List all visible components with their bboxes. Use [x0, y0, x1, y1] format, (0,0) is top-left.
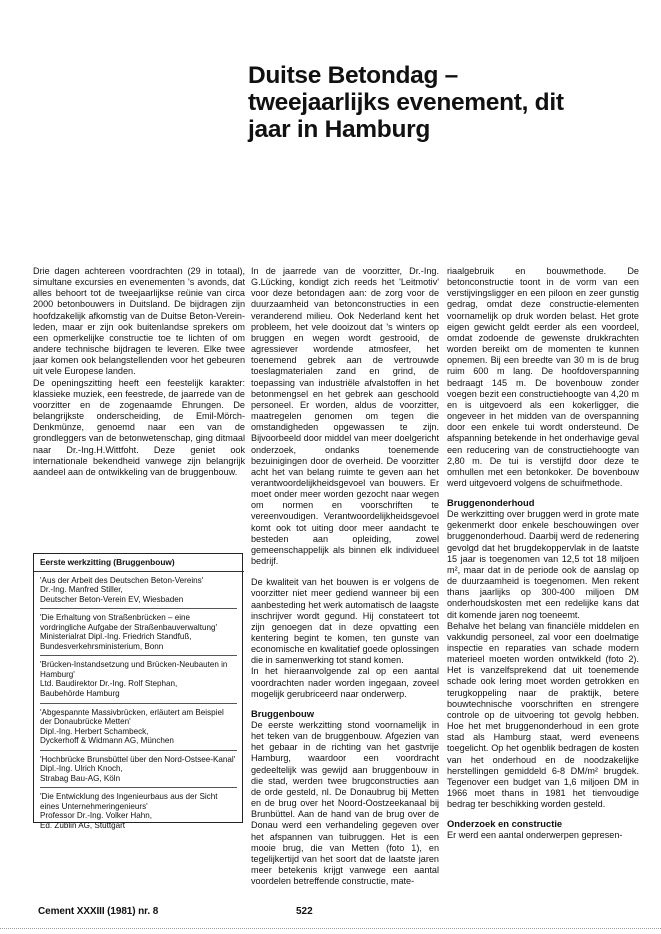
- box-entry: [40, 792, 237, 830]
- box-entries: [40, 576, 237, 831]
- speaker-line: Professor Dr.-Ing. Volker Hahn,: [40, 811, 153, 821]
- paragraph: De kwaliteit van het bouwen is er volgens de voorzitter niet meer gediend wanneer bij een aanbesteding het werk automatisch de laagste inschrijver wordt gegund. Hij constateert tot zijn genoegen dat in deze opvatting een kentering begint te komen, ten gunste van economische en kwalitatief goede oplossingen die in samenwerking tot stand komen. In het hieraanvolgende zal op een aantal voordrachten nader worden ingegaan, zoveel mogelijk gerubriceerd naar onderwerp.: [251, 577, 439, 699]
- speaker-line: Dr.-Ing. Manfred Stiller,: [40, 585, 123, 595]
- speaker-line: Deutscher Beton-Verein EV, Wiesbaden: [40, 594, 184, 604]
- bottom-rule: [0, 928, 661, 929]
- box-entry: [40, 613, 237, 651]
- speaker-line: Ed. Züblin AG, Stuttgart: [40, 821, 126, 831]
- session-info-box: [33, 553, 243, 831]
- section-heading: Bruggenbouw: [251, 707, 315, 719]
- title-line: jaar in Hamburg: [248, 116, 431, 143]
- speaker-line: Ltd. Baudirektor Dr.-Ing. Rolf Stephan,: [40, 679, 178, 689]
- entry-divider: [40, 787, 237, 788]
- box-entry: [40, 576, 237, 605]
- page-number: 522: [296, 906, 313, 917]
- title-line: tweejaarlijks evenement, dit: [248, 89, 564, 116]
- paragraph: De openingszitting heeft een feestelijk karakter: klassieke muziek, een feestrede, de jaarrede van de voorzitter en de zogenaamde Ehrungen. De belangrijkste onderscheiding, de Emil-Mörch-Denkmünze, genoemd naar een van de grondleggers van de betonwetenschap, ging ditmaal naar Dr.-Ing.H.Wittfoht. Deze geniet ook internationale bekendheid vanwege zijn belangrijk aandeel aan de ontwikkeling van de bruggenbouw.: [33, 377, 245, 477]
- lecture-title: 'Brücken-Instandsetzung und Brücken-Neubauten in Hamburg': [40, 660, 228, 679]
- lecture-title: 'Hochbrücke Brunsbüttel über den Nord-Ostsee-Kanal': [40, 754, 236, 764]
- paragraph: In de jaarrede van de voorzitter, Dr.-Ing. G.Lücking, kondigt zich reeds het 'Leitmotiv' voor deze betondagen aan: de zorg voor de duurzaamheid van betonconstructies in een veranderend milieu. Ook Nederland kent het probleem, het vele dooizout dat 's winters op bruggen en wegen wordt gestrooid, de agressiever wordende atmosfeer, het toenemend gebrek aan de vertrouwde toeslagmaterialen zand en grind, de toepassing van industriële afvalstoffen in het betonmengsel en het gebrek aan geschoold personeel. Er worden, aldus de voorzitter, maatregelen genomen om tegen die omstandigheden opgewassen te zijn. Bijvoorbeeld door middel van meer doelgericht onderzoek, ondanks toenemende bezuinigingen door de overheid. De voorzitter acht het van belang ruimte te geven aan het verantwoordelijkheidsgevoel van bouwers. Er moet onder meer worden gezocht naar wegen om normen en voorschriften te vereenvoudigen. Verantwoordelijkheidsgevoel komt ook tot uiting door meer aandacht te besteden aan opleiding, zowel gemeenschappelijk als binnen elk individueel bedrijf.: [251, 266, 439, 567]
- column-1: [33, 266, 245, 478]
- section-heading: Onderzoek en constructie: [447, 818, 563, 830]
- speaker-line: Strabag Bau-AG, Köln: [40, 773, 121, 783]
- lecture-title: 'Die Erhaltung von Straßenbrücken – eine vordringliche Aufgabe der Straßenbauverwaltung': [40, 613, 218, 632]
- paragraph: De werkzitting over bruggen werd in grote mate gekenmerkt door enkele beschouwingen over bruggenonderhoud. Daarbij werd de redenering gevolgd dat het brugdekoppervlak in de laatste 15 jaar is toegenomen van 12,5 tot 18 miljoen m², maar dat in de periode ook de aanslag op de duurzaamheid is toegenomen. Men rekent thans jaarlijks op 300-400 miljoen DM onderhoudskosten met een redelijke kans dat dit komende jaren nog toeneemt. Behalve het belang van financiële middelen en vakkundig personeel, zal voor een doelmatige inspectie en reparaties van schade modern materieel moeten worden ontwikkeld (foto 2). Het is vanzelfsprekend dat uit toenemende schade ook lering moet worden getrokken en terugkoppeling naar de praktijk, betere bouwtechnische voorschriften en strengere controle op de uitvoering tot gevolg hebben. Hoe het met bruggenonderhoud in een grote stad als Hamburg staat, werd eveneens toegelicht. Op het ogenblik bedragen de kosten van het onderhoud en de noodzakelijke herstellingen gemiddeld 6-8 DM/m² brugdek. Tegenover een budget van 1,6 miljoen DM in 1966 moet thans in 1981 het tienvoudige bedrag ter beschikking worden gesteld.: [447, 509, 639, 810]
- lecture-title: 'Abgespannte Massivbrücken, erläutert am Beispiel der Donaubrücke Metten': [40, 707, 224, 727]
- section-heading: Bruggenonderhoud: [447, 497, 535, 509]
- paragraph: riaalgebruik en bouwmethode. De betonconstructie toont in de vorm van een verstijvingsligger en een piloon en zeer gunstig gedrag, omdat deze constructie-elementen voornamelijk op druk worden belast. Het grote eigen gewicht geldt eerder als een voordeel, omdat zodoende de gewenste drukkrachten worden bereikt om de momenten te kunnen opnemen. Bij een breedte van 30 m is de brug ruim 600 m lang. De hoofdoverspanning bedraagt 145 m. De bovenbouw zonder voegen bezit een constructiehoogte van 4,20 m en is uitgevoerd als een kokerligger, die ongeveer in het midden van de overspanning door een enkele tui wordt ondersteund. De afspanning betekende in het onderhavige geval een reducering van de constructiehoogte van 2,80 m. De tui is verstijfd door deze te omhullen met een betonkoker. De bovenbouw werd uitgevoerd volgens de schuifmethode.: [447, 266, 639, 488]
- box-heading: Eerste werkzitting (Bruggenbouw): [40, 557, 175, 567]
- lecture-title: 'Die Entwicklung des Ingenieurbaus aus der Sicht eines Unternehmeringenieurs': [40, 792, 218, 811]
- column-2: [251, 266, 439, 887]
- entry-divider: [40, 703, 237, 704]
- entry-divider: [40, 608, 237, 609]
- box-entry: [40, 660, 237, 698]
- article-title: [248, 62, 648, 143]
- paragraph: Er werd een aantal onderwerpen gepresen-: [447, 830, 623, 841]
- title-line: Duitse Betondag –: [248, 62, 458, 89]
- speaker-line: Ministerialrat Dipl.-Ing. Friedrich Standfuß,: [40, 632, 192, 642]
- entry-divider: [40, 655, 237, 656]
- speaker-line: Dipl.-Ing. Herbert Schambeck,: [40, 726, 149, 736]
- speaker-line: Dyckerhoff & Widmann AG, München: [40, 736, 174, 746]
- lecture-title: 'Aus der Arbeit des Deutschen Beton-Vereins': [40, 575, 204, 585]
- paragraph: De eerste werkzitting stond voornamelijk in het teken van de bruggenbouw. Afgezien van het gebaar in de richting van het gastvrije Hamburg, waardoor een voordracht gedeeltelijk was gewijd aan bruggenbouw in die stad, werden twee brugconstructies aan de orde gesteld, nl. De Donaubrug bij Metten en de brug over het Noord-Oostzeekanaal bij Brunbüttel. Aan de hand van de brug over de Donau werd een verhandeling gegeven over het afspannen van tuibruggen. Het is een mooie brug, die van Metten (foto 1), en tegelijkertijd van het soort dat de laatste jaren meer betekenis krijgt vanwege een aantal voordelen betreffende constructie, mate-: [251, 719, 439, 887]
- column-3: [447, 266, 639, 842]
- speaker-line: Baubehörde Hamburg: [40, 689, 120, 699]
- box-entry: [40, 755, 237, 784]
- journal-footer: Cement XXXIII (1981) nr. 8: [38, 906, 159, 917]
- entry-divider: [40, 750, 237, 751]
- box-entry: [40, 708, 237, 746]
- box-divider: [34, 571, 244, 572]
- speaker-line: Dipl.-Ing. Ulrich Knoch,: [40, 764, 123, 774]
- speaker-line: Bundesverkehrsministerium, Bonn: [40, 641, 164, 651]
- paragraph: Drie dagen achtereen voordrachten (29 in totaal), simultane excursies en evenementen 's avonds, dat alles behoort tot de tweejaarlijkse reünie van circa 2000 betonbouwers in Duitsland. De bijdragen zijn hoofdzakelijk afkomstig van de Duitse Beton-Verein-leden, maar er zijn ook buitenlandse sprekers om een opmerkelijke constructie toe te lichten of om andere technische bijdragen te leveren. Elke twee jaar komen ook belangstellenden voor het gebeuren uit vele Europese landen.: [33, 266, 245, 377]
